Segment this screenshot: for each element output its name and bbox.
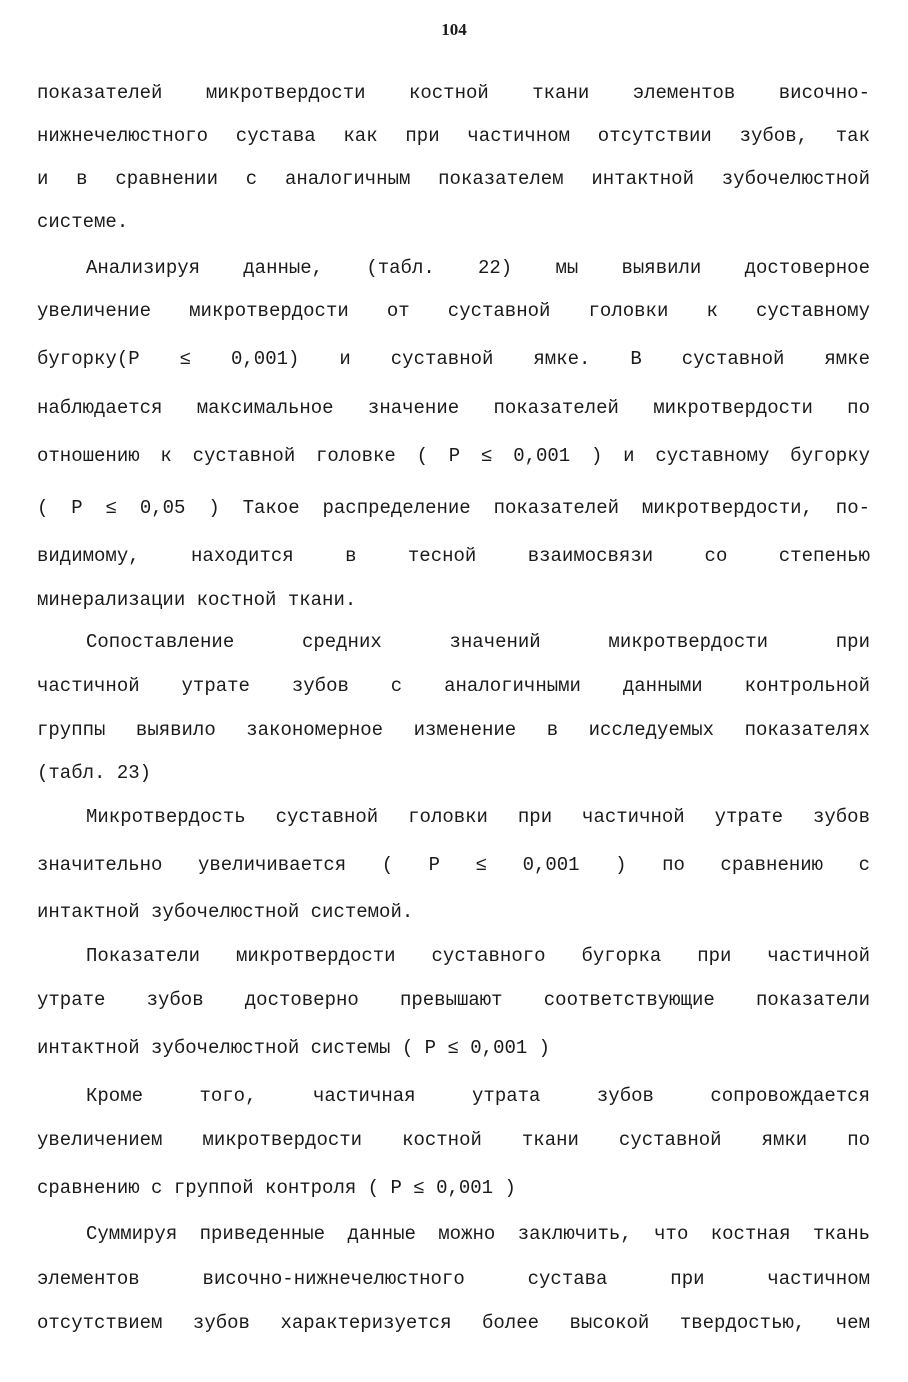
text-line: значительно увеличивается ( Р ≤ 0,001 ) по сравнению с — [37, 854, 870, 876]
text-line: Сопоставление средних значений микротвердости при — [86, 631, 870, 653]
text-line: отсутствием зубов характеризуется более высокой твердостью, чем — [37, 1312, 870, 1334]
text-line: бугорку(Р ≤ 0,001) и суставной ямке. В суставной ямке — [37, 348, 870, 370]
text-line: увеличение микротвердости от суставной головки к суставному — [37, 300, 870, 322]
text-line: Микротвердость суставной головки при частичной утрате зубов — [86, 806, 870, 828]
text-line: нижнечелюстного сустава как при частичном отсутствии зубов, так — [37, 125, 870, 147]
text-line: Показатели микротвердости суставного бугорка при частичной — [86, 945, 870, 967]
text-line: утрате зубов достоверно превышают соответствующие показатели — [37, 989, 870, 1011]
text-line: частичной утрате зубов с аналогичными данными контрольной — [37, 675, 870, 697]
text-line: системе. — [37, 211, 129, 233]
text-line: отношению к суставной головке ( Р ≤ 0,001 ) и суставному бугорку — [37, 445, 870, 467]
text-line: группы выявило закономерное изменение в исследуемых показателях — [37, 719, 870, 741]
text-line: (табл. 23) — [37, 762, 152, 784]
text-line: наблюдается максимальное значение показателей микротвердости по — [37, 397, 870, 419]
text-line: и в сравнении с аналогичным показателем интактной зубочелюстной — [37, 168, 870, 190]
text-line: интактной зубочелюстной системой. — [37, 901, 414, 923]
text-line: интактной зубочелюстной системы ( Р ≤ 0,001 ) — [37, 1037, 551, 1059]
text-line: Суммируя приведенные данные можно заключить, что костная ткань — [86, 1223, 870, 1245]
text-line: элементов височно-нижнечелюстного сустава при частичном — [37, 1268, 870, 1290]
text-line: Кроме того, частичная утрата зубов сопровождается — [86, 1085, 870, 1107]
page-number: 104 — [441, 20, 467, 39]
text-line: Анализируя данные, (табл. 22) мы выявили достоверное — [86, 257, 870, 279]
text-line: минерализации костной ткани. — [37, 589, 357, 611]
text-line: увеличением микротвердости костной ткани суставной ямки по — [37, 1129, 870, 1151]
text-line: показателей микротвердости костной ткани элементов височно- — [37, 82, 870, 104]
text-line: ( Р ≤ 0,05 ) Такое распределение показателей микротвердости, по- — [37, 497, 870, 519]
text-line: сравнению с группой контроля ( Р ≤ 0,001 ) — [37, 1177, 516, 1199]
text-line: видимому, находится в тесной взаимосвязи со степенью — [37, 545, 870, 567]
